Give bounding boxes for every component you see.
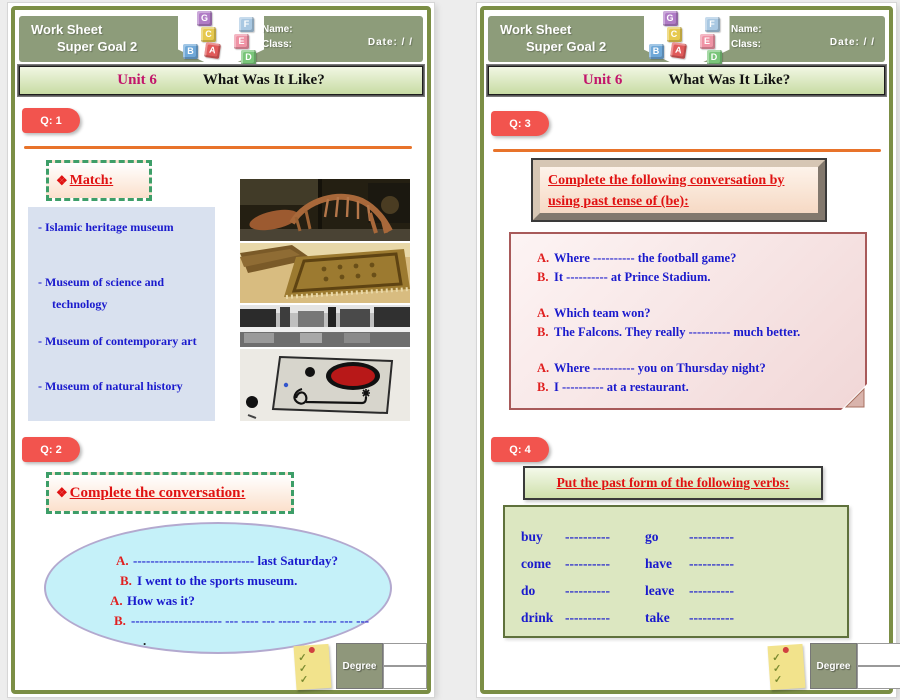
verb: leave xyxy=(645,583,675,598)
degree-cell xyxy=(383,666,427,689)
answer-blank: ---------- xyxy=(565,529,610,544)
unit-title: What Was It Like? xyxy=(668,72,791,88)
worksheet-title-line2: Super Goal 2 xyxy=(526,39,607,54)
header-band xyxy=(488,13,885,62)
class-label: Class: xyxy=(731,39,762,50)
complete-conversation-prompt-box xyxy=(46,472,294,514)
verb: take xyxy=(645,610,670,625)
match-prompt-box xyxy=(46,160,152,201)
speaker-label: B. xyxy=(537,380,549,394)
block-letter: G xyxy=(197,11,212,26)
verb: do xyxy=(521,583,536,598)
conversation-ellipse xyxy=(44,522,392,654)
worksheet-title xyxy=(31,21,137,55)
dialogue-line xyxy=(537,323,865,342)
dialogue-line xyxy=(110,591,369,611)
block-letter: A xyxy=(204,42,221,59)
dialogue-line xyxy=(120,571,369,591)
museum-item: - Museum of science and xyxy=(38,275,164,289)
dialogue-text: . xyxy=(143,633,147,648)
abstract-painting-photo xyxy=(240,349,410,421)
speaker-label: A. xyxy=(537,306,550,320)
degree-label-box: Degree xyxy=(336,643,383,689)
verbs-table xyxy=(503,505,849,638)
unit-banner-inner xyxy=(19,66,423,95)
dialogue-text: Where ---------- you on Thursday night? xyxy=(554,361,766,375)
verb: come xyxy=(521,556,551,571)
q3-instruction-box xyxy=(533,160,825,220)
speaker-label: A. xyxy=(537,361,550,375)
answer-blank: ---------- xyxy=(565,610,610,625)
sticky-note-icon xyxy=(768,644,806,690)
modern-building-photo xyxy=(240,305,410,347)
dialogue-line xyxy=(537,268,865,287)
unit-number: Unit 6 xyxy=(582,72,623,88)
answer-blank: ---------- xyxy=(565,556,610,571)
degree-group xyxy=(769,643,899,691)
museum-item: - Museum of natural history xyxy=(38,379,183,393)
answer-blank: ---------- xyxy=(565,583,610,598)
verb: go xyxy=(645,529,659,544)
verb: buy xyxy=(521,529,543,544)
answer-blank: ---------- xyxy=(689,610,734,625)
block-letter: E xyxy=(700,34,715,49)
question-1-badge: Q: 1 xyxy=(22,108,80,133)
degree-cell xyxy=(383,643,427,666)
dialogue-text: I ---------- at a restaurant. xyxy=(554,380,689,394)
degree-cell xyxy=(857,666,900,689)
pin-icon xyxy=(782,647,788,653)
dialogue-line xyxy=(537,249,865,268)
answer-blank: ---------- xyxy=(689,556,734,571)
degree-group xyxy=(295,643,425,691)
sticky-note-icon xyxy=(294,644,332,690)
q4-instruction-text: Put the past form of the following verbs: xyxy=(556,475,790,490)
block-letter: C xyxy=(201,27,216,42)
class-label: Class: xyxy=(262,39,293,50)
dialogue-text: Where ---------- the football game? xyxy=(554,251,737,265)
degree-cell xyxy=(857,643,900,666)
worksheet-page-2 xyxy=(477,3,896,697)
q3-conversation-box xyxy=(509,232,867,410)
block-letter: D xyxy=(241,50,256,65)
verb: have xyxy=(645,556,672,571)
verb-row xyxy=(521,577,847,604)
museum-item-wrap: technology xyxy=(52,297,108,311)
block-letter: B xyxy=(649,44,664,59)
name-label: Name: xyxy=(262,24,293,35)
dialogue-text: The Falcons. They really ---------- much better. xyxy=(554,325,801,339)
abc-blocks-logo xyxy=(181,11,265,69)
dialogue-line xyxy=(114,611,369,631)
block-letter: A xyxy=(670,42,687,59)
verb-row xyxy=(521,604,847,631)
speaker-label: B. xyxy=(114,613,126,628)
question-4-badge: Q: 4 xyxy=(491,437,549,462)
question-3-badge: Q: 3 xyxy=(491,111,549,136)
dialogue-text: Which team won? xyxy=(554,306,651,320)
dialogue-text: I went to the sports museum. xyxy=(137,573,298,588)
degree-label-box: Degree xyxy=(810,643,857,689)
speaker-label: A. xyxy=(116,553,129,568)
block-letter: F xyxy=(239,17,254,32)
dialogue-text: How was it? xyxy=(127,593,195,608)
student-info-labels xyxy=(262,22,293,52)
speaker-label: A. xyxy=(110,593,123,608)
block-letter: C xyxy=(667,27,682,42)
section-divider-line xyxy=(24,146,412,149)
dialogue-line xyxy=(537,304,865,323)
dialogue-line xyxy=(537,378,865,397)
verb: drink xyxy=(521,610,554,625)
answer-blank: ---------- xyxy=(689,529,734,544)
diamond-bullet-icon: ❖ xyxy=(56,485,68,500)
match-prompt-label: Match: xyxy=(69,172,114,188)
verb-row xyxy=(521,550,847,577)
block-letter: B xyxy=(183,44,198,59)
worksheet-title-line1: Work Sheet xyxy=(31,22,103,37)
abc-blocks-logo xyxy=(647,11,731,69)
speaker-label: B. xyxy=(120,573,132,588)
unit-number: Unit 6 xyxy=(117,72,157,88)
date-label: Date: / / xyxy=(367,37,413,48)
diamond-bullet-icon: ❖ xyxy=(56,172,68,188)
question-2-badge: Q: 2 xyxy=(22,437,80,462)
complete-conversation-label: Complete the conversation: xyxy=(69,484,246,501)
speaker-label: B. xyxy=(537,325,549,339)
header-band xyxy=(19,13,423,62)
pin-icon xyxy=(308,647,314,653)
block-letter: G xyxy=(663,11,678,26)
degree-cells xyxy=(383,643,427,689)
museum-item: - Museum of contemporary art xyxy=(38,334,197,348)
unit-banner xyxy=(17,64,425,97)
conversation-dialogue xyxy=(110,551,369,651)
q3-instruction-text: Complete the following conversation by using past tense of (be): xyxy=(548,173,785,209)
unit-title: What Was It Like? xyxy=(202,72,325,88)
dialogue-text: ---------------------------- last Saturday? xyxy=(133,553,339,568)
dialogue-text: --------------------- --- ---- --- ----- --- ---- --- --- xyxy=(131,613,370,628)
degree-cells xyxy=(857,643,900,689)
student-info-labels xyxy=(731,22,762,52)
unit-banner-inner xyxy=(488,66,885,95)
speaker-label: A. xyxy=(537,251,550,265)
dialogue-text: It ---------- at Prince Stadium. xyxy=(554,270,711,284)
section-divider-line xyxy=(493,149,881,152)
answer-blank: ---------- xyxy=(689,583,734,598)
checkmarks-icon: ✓ ✓ ✓ xyxy=(297,652,309,686)
name-label: Name: xyxy=(731,24,762,35)
museum-list-box xyxy=(28,207,215,421)
date-label: Date: / / xyxy=(829,37,875,48)
block-letter: D xyxy=(707,50,722,65)
dialogue-line xyxy=(537,359,865,378)
q4-instruction-box xyxy=(523,466,823,500)
unit-banner xyxy=(486,64,887,97)
block-letter: E xyxy=(234,34,249,49)
dinosaur-skeleton-photo xyxy=(240,179,410,241)
islamic-carpet-photo xyxy=(240,243,410,303)
worksheet-page-1 xyxy=(8,3,434,697)
block-letter: F xyxy=(705,17,720,32)
museum-item: - Islamic heritage museum xyxy=(38,220,174,234)
dialogue-line xyxy=(116,551,369,571)
worksheet-title xyxy=(500,21,606,55)
folded-corner-icon xyxy=(841,384,867,410)
verb-row xyxy=(521,523,847,550)
worksheet-title-line1: Work Sheet xyxy=(500,22,572,37)
worksheet-title-line2: Super Goal 2 xyxy=(57,39,138,54)
checkmarks-icon: ✓ ✓ ✓ xyxy=(771,652,783,686)
speaker-label: B. xyxy=(537,270,549,284)
